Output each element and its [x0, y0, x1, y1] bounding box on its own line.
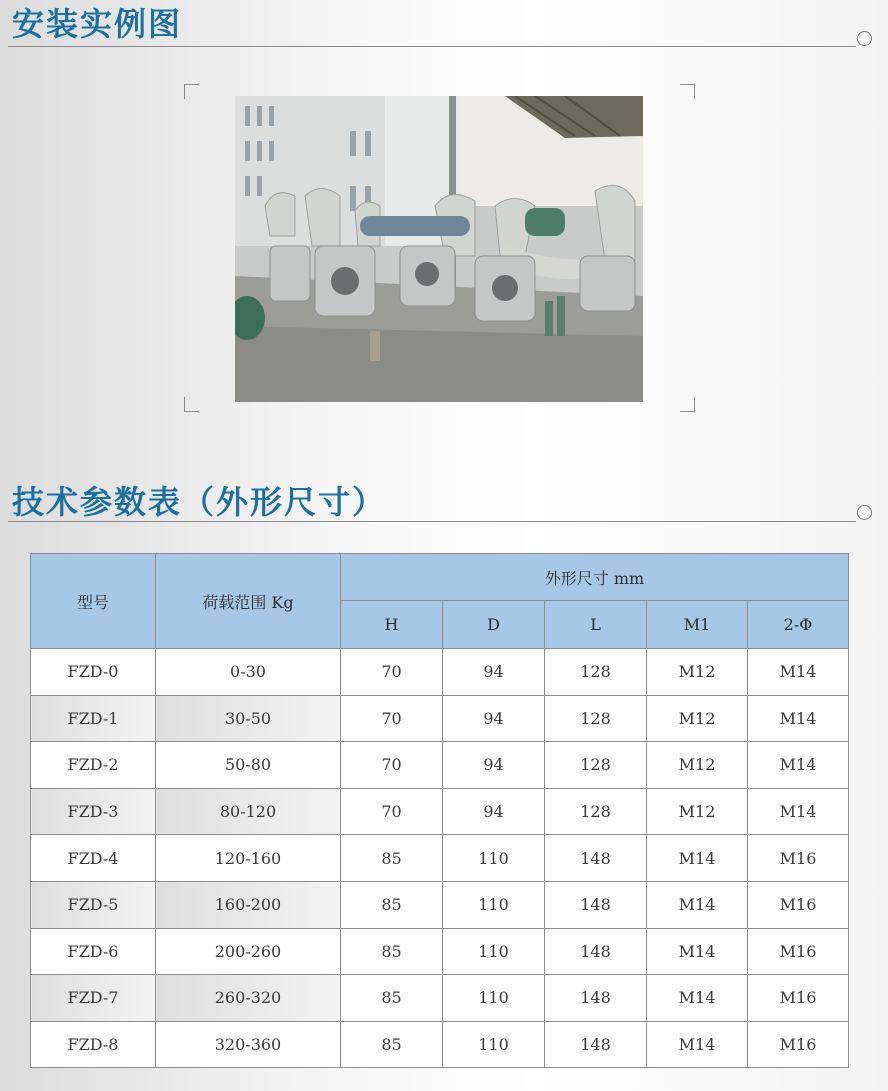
cell-model: FZD-8 [31, 1021, 156, 1068]
cell-m1: M14 [647, 928, 748, 975]
table-row [31, 788, 849, 835]
cell-l: 128 [545, 649, 647, 696]
cell-d: 94 [443, 649, 545, 696]
cell-d: 110 [443, 1021, 545, 1068]
cell-h: 85 [341, 975, 443, 1022]
cell-h: 70 [341, 695, 443, 742]
cell-model: FZD-5 [31, 881, 156, 928]
cell-h: 70 [341, 742, 443, 789]
spec-section-title: 技术参数表（外形尺寸） [12, 483, 387, 521]
cell-2-phi: M16 [748, 835, 849, 882]
cell-l: 128 [545, 695, 647, 742]
photo-corner-bottom-left [184, 397, 199, 412]
cell-model: FZD-3 [31, 788, 156, 835]
cell-load: 0-30 [156, 649, 341, 696]
cell-l: 128 [545, 742, 647, 789]
cell-load: 30-50 [156, 695, 341, 742]
cell-d: 110 [443, 881, 545, 928]
cell-model: FZD-4 [31, 835, 156, 882]
cell-2-phi: M16 [748, 881, 849, 928]
cell-2-phi: M14 [748, 649, 849, 696]
spec-table [30, 553, 849, 1068]
cell-load: 120-160 [156, 835, 341, 882]
cell-d: 110 [443, 975, 545, 1022]
cell-h: 85 [341, 1021, 443, 1068]
cell-h: 70 [341, 788, 443, 835]
table-row [31, 835, 849, 882]
header-l: L [545, 601, 647, 649]
cell-l: 148 [545, 835, 647, 882]
cell-d: 94 [443, 742, 545, 789]
cell-model: FZD-6 [31, 928, 156, 975]
cell-m1: M14 [647, 1021, 748, 1068]
cell-d: 94 [443, 788, 545, 835]
table-row [31, 881, 849, 928]
table-row [31, 742, 849, 789]
cell-load: 160-200 [156, 881, 341, 928]
table-row [31, 695, 849, 742]
cell-load: 320-360 [156, 1021, 341, 1068]
cell-2-phi: M16 [748, 975, 849, 1022]
table-row [31, 649, 849, 696]
cell-load: 50-80 [156, 742, 341, 789]
cell-m1: M12 [647, 649, 748, 696]
spec-title-rule [8, 521, 856, 522]
cell-l: 148 [545, 1021, 647, 1068]
cell-model: FZD-7 [31, 975, 156, 1022]
table-row [31, 928, 849, 975]
header-h: H [341, 601, 443, 649]
cell-m1: M14 [647, 881, 748, 928]
cell-l: 148 [545, 928, 647, 975]
cell-l: 148 [545, 881, 647, 928]
cell-h: 85 [341, 928, 443, 975]
cell-2-phi: M16 [748, 928, 849, 975]
install-rule-circle-icon [857, 31, 872, 46]
header-model: 型号 [31, 554, 156, 649]
install-title-rule [8, 46, 856, 47]
cell-d: 110 [443, 928, 545, 975]
photo-corner-top-right [680, 84, 695, 99]
table-row [31, 975, 849, 1022]
cell-l: 148 [545, 975, 647, 1022]
cell-m1: M12 [647, 742, 748, 789]
cell-2-phi: M16 [748, 1021, 849, 1068]
cell-model: FZD-0 [31, 649, 156, 696]
cell-2-phi: M14 [748, 788, 849, 835]
header-dimensions-group: 外形尺寸 mm [341, 554, 849, 601]
cell-m1: M12 [647, 788, 748, 835]
cell-h: 85 [341, 881, 443, 928]
cell-d: 110 [443, 835, 545, 882]
cell-model: FZD-2 [31, 742, 156, 789]
cell-m1: M14 [647, 975, 748, 1022]
cell-load: 80-120 [156, 788, 341, 835]
cell-load: 260-320 [156, 975, 341, 1022]
cell-2-phi: M14 [748, 742, 849, 789]
cell-load: 200-260 [156, 928, 341, 975]
cell-h: 70 [341, 649, 443, 696]
cell-2-phi: M14 [748, 695, 849, 742]
photo-corner-top-left [184, 84, 199, 99]
cell-l: 128 [545, 788, 647, 835]
cell-m1: M12 [647, 695, 748, 742]
table-row [31, 1021, 849, 1068]
header-load-range: 荷载范围 Kg [156, 554, 341, 649]
installation-photo [235, 96, 643, 402]
cell-m1: M14 [647, 835, 748, 882]
cell-d: 94 [443, 695, 545, 742]
photo-corner-bottom-right [680, 397, 695, 412]
header-2-phi: 2-Φ [748, 601, 849, 649]
install-section-title: 安装实例图 [12, 5, 183, 43]
cell-h: 85 [341, 835, 443, 882]
spec-rule-circle-icon [857, 505, 872, 520]
header-m1: M1 [647, 601, 748, 649]
header-d: D [443, 601, 545, 649]
cell-model: FZD-1 [31, 695, 156, 742]
